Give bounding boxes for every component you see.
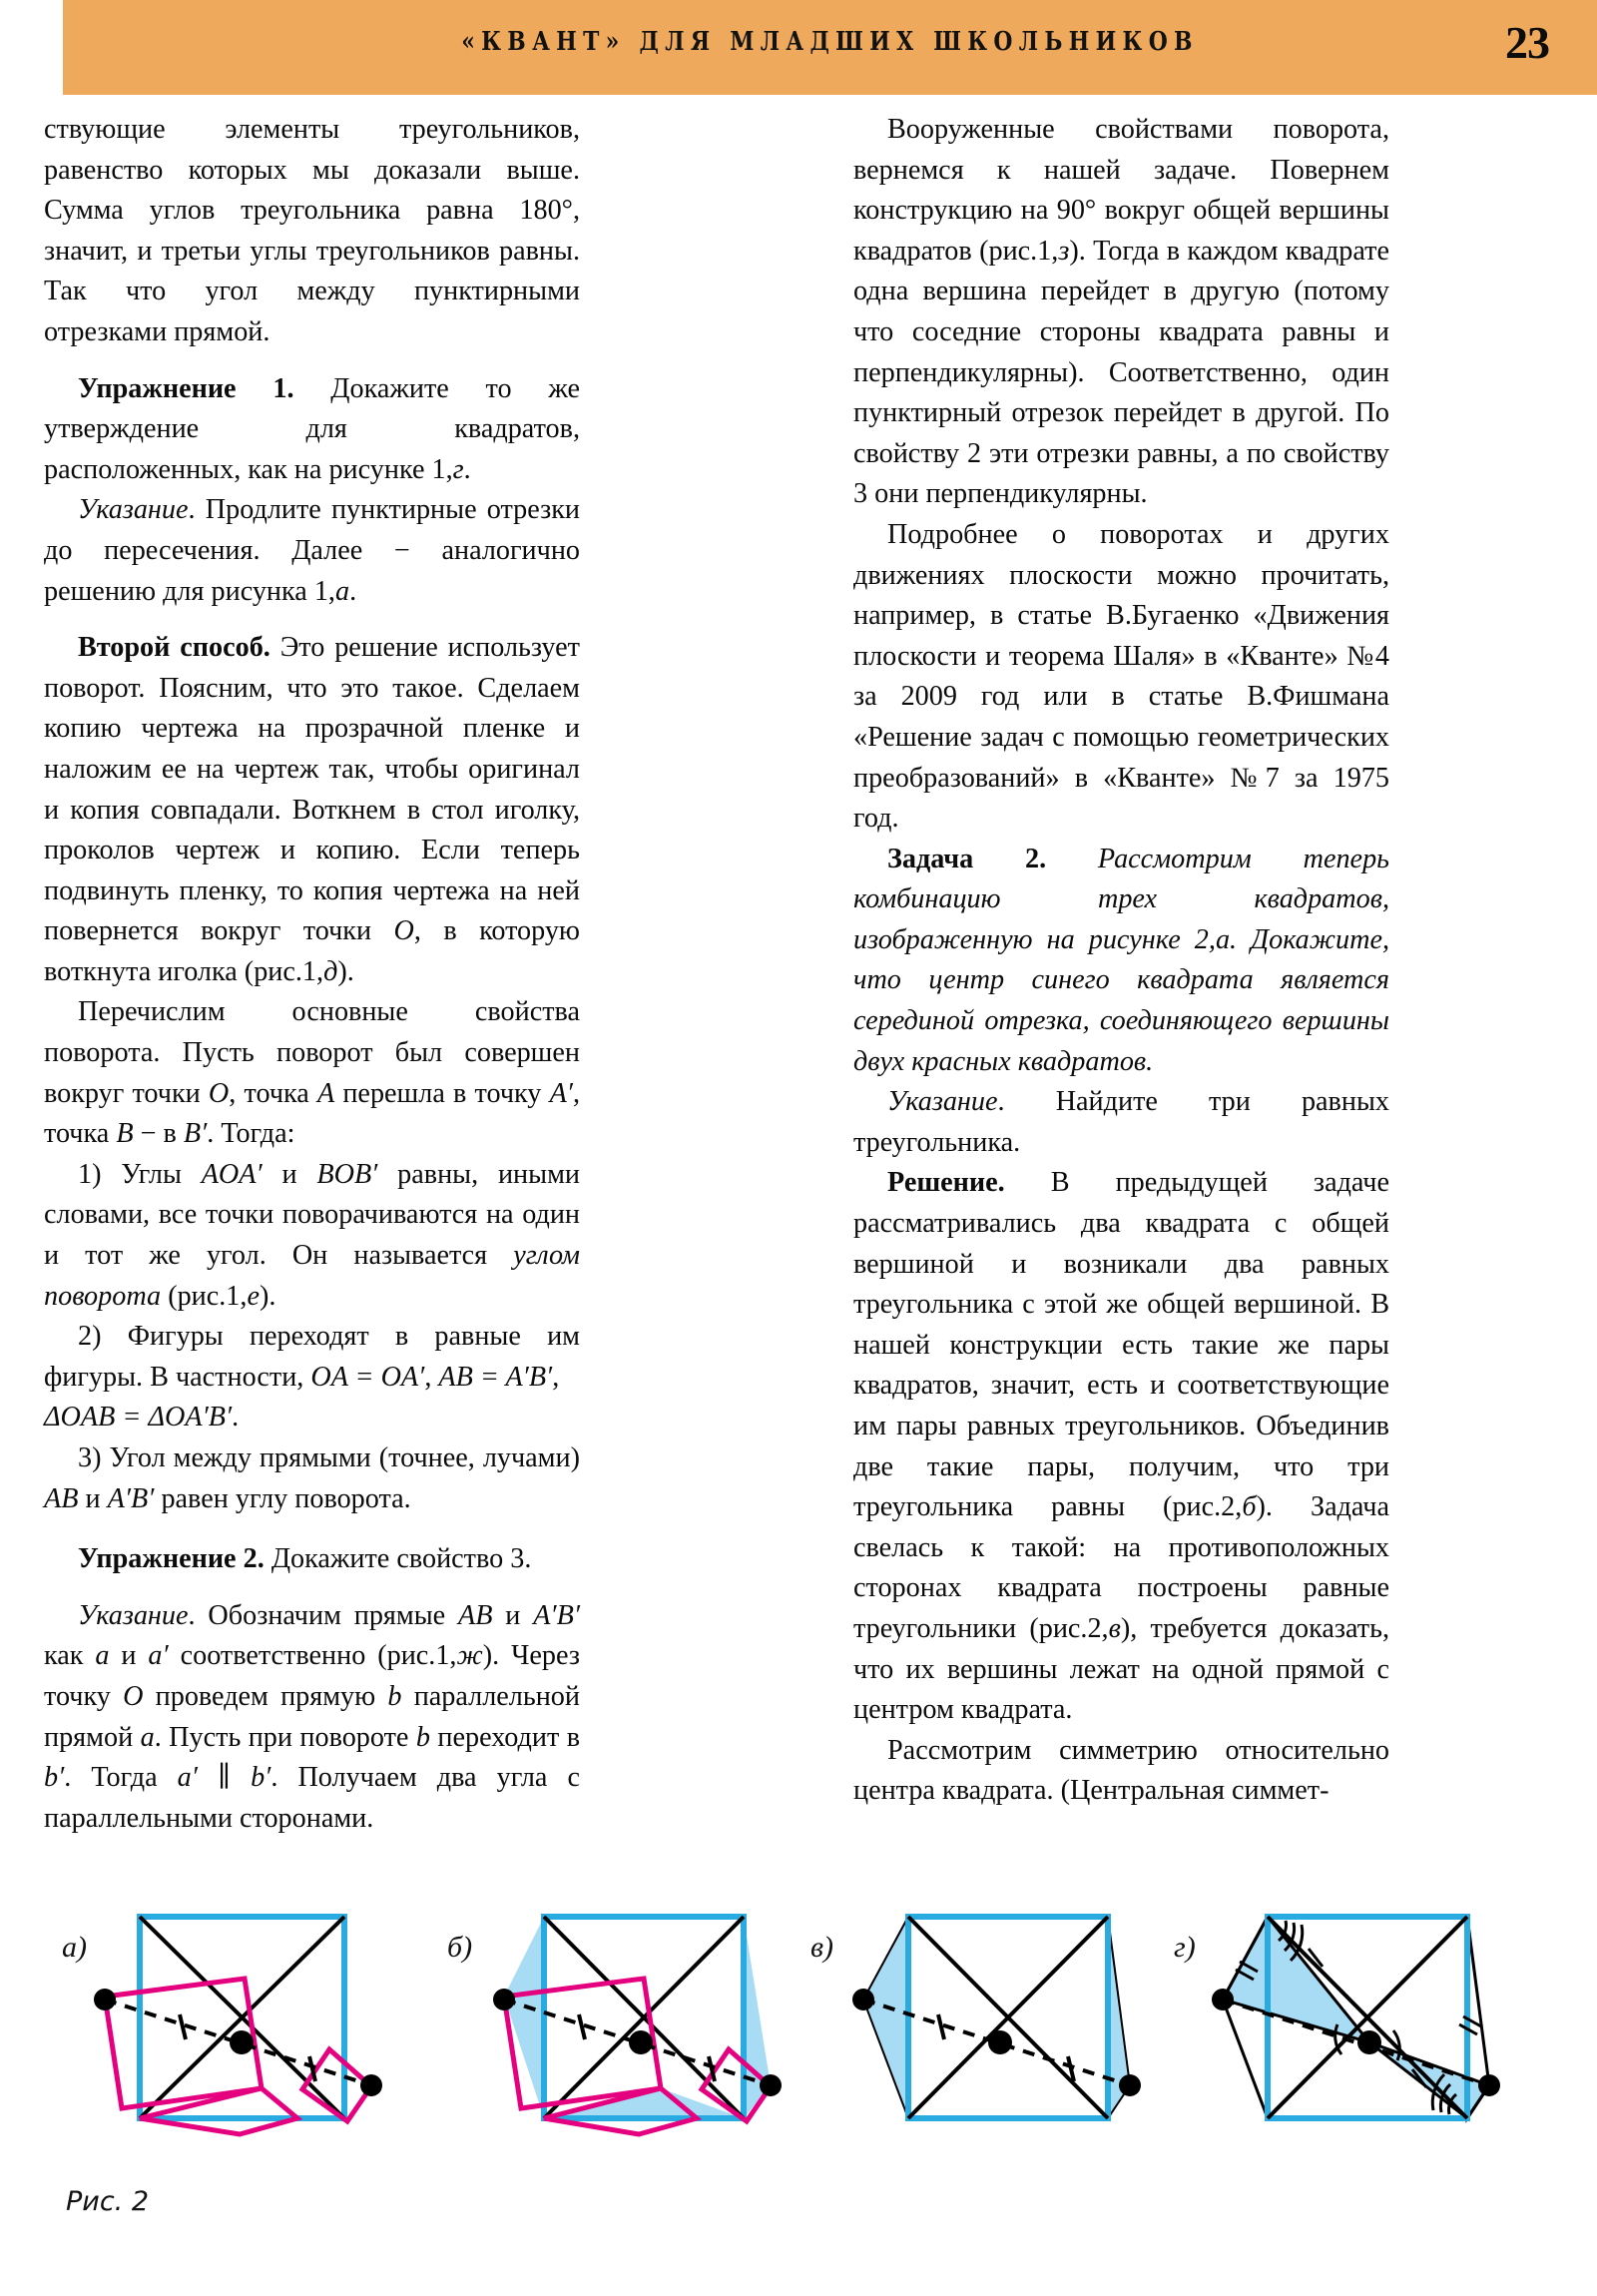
property-1-term: углом поворота [44,1240,580,1312]
hint-2-text-1: . Обозначим прямые [188,1599,459,1631]
header-inner [63,0,1597,95]
paragraph-text: ствующие элементы треугольников, равенство которых мы доказали выше. Сумма углов треугольника равна 180°, значит, и третьи углы треугольников равны. Так что угол между пунктирными отрезками прямой. [44,114,580,347]
hint-2-label: Указание [78,1599,189,1631]
math-h2-parallel: a′ ∥ b′ [177,1762,271,1794]
math-O: O [208,1077,230,1109]
math-A: A [316,1077,335,1109]
panel-d-vertex-right [1478,2074,1500,2096]
hint-2-text-5: соответственно (рис.1, [168,1640,457,1672]
solution-continued [853,1731,1389,1812]
figure-2 [0,1897,1597,2296]
property-2 [44,1317,580,1438]
property-1-number: 1) [78,1158,102,1190]
figure-panel-b [447,1917,782,2134]
page-title: «КВАНТ» ДЛЯ МЛАДШИХ ШКОЛЬНИКОВ [461,27,1199,57]
paragraph-continuation [44,110,580,353]
exercise-1 [44,369,580,491]
solution [853,1163,1389,1730]
task-2 [853,840,1389,1083]
solution-figref-2: в [1108,1612,1121,1644]
exercise-1-tail: . [463,453,471,485]
math-triangle-eq: ΔOAB = ΔOA′B′ [44,1402,233,1434]
panel-b-fill-left [504,1917,544,2118]
second-method-label: Второй способ. [78,632,270,664]
hint-2-text-11: . Тогда [64,1762,178,1794]
right-column [853,110,1389,1812]
task-2-hint [853,1082,1389,1163]
math-angle-AOA: AOA′ [201,1158,263,1190]
solution-label: Решение. [887,1167,1005,1199]
hint-1-text: . Продлите пунктирные отрезки до пересечения. Далее − аналогично решению для рисунка 1, [44,494,580,607]
hint-1-label: Указание [78,494,189,526]
panel-d-letter: г) [1174,1931,1196,1964]
figure-panel-a [62,1917,382,2134]
panel-b-vertex-left [493,1989,515,2010]
math-B: B [116,1118,134,1150]
page-header-band [63,0,1597,95]
hint-1-figref: а [334,575,350,607]
task-2-hint-text: . Найдите три равных треугольника. [853,1086,1389,1158]
second-method [44,628,580,992]
panel-c-vertex-right [1119,2074,1141,2096]
panel-b-center-point [629,2030,653,2054]
right-p1-text-2: ). Тогда в каждом квадрате одна вершина перейдет в другую (потому что соседние стороны квадрата равны и перпендикулярны). Соответственно, один пунктирный отрезок перейдет в другой. По свойству 2 эти отрезки равны, а по свойству 3 они перпендикулярны. [853,235,1389,510]
properties-intro-5: − в [133,1118,184,1150]
solution-text-2: ). Задача свелась к такой: на противоположных сторонах квадрата построены равные треугольники (рис.2, [853,1491,1389,1644]
figure-2-svg [0,1897,1597,2296]
math-h2-ABprime: A′B′ [533,1599,580,1631]
panel-d-center-point [1357,2030,1381,2054]
task-2-figref: а [1215,923,1231,955]
property-3 [44,1438,580,1519]
article-body [0,110,1597,1897]
hint-2-text-2: и [492,1599,534,1631]
hint-2-text-10: переходит в [429,1721,581,1753]
hint-1-tail: . [349,575,357,607]
second-method-text-2: , в которую воткнута иголка (рис.1, [44,915,580,987]
panel-c-vertex-left [852,1989,874,2010]
properties-intro-4: , точка [44,1077,580,1150]
math-h2-O: O [123,1680,144,1712]
panel-a-center-point [230,2030,254,2054]
math-B-prime: B′ [183,1118,208,1150]
second-method-figref: д [323,955,338,987]
exercise-2-label: Упражнение 2. [78,1543,265,1575]
properties-intro-1: Перечислим основные свойства поворота. Пусть поворот был совершен вокруг точки [44,996,580,1109]
hint-1 [44,490,580,612]
math-h2-a2: a [140,1721,155,1753]
task-2-text-1: Рассмотрим теперь комбинацию трех квадратов, изображенную на рисунке 2, [853,843,1389,955]
exercise-1-label: Упражнение 1. [78,372,294,404]
point-O: O [393,915,414,947]
panel-c-center-point [988,2030,1012,2054]
solution-text-4: Рассмотрим симметрию относительно центра квадрата. (Центральная симмет- [853,1734,1389,1807]
page-number: 23 [1505,17,1549,68]
panel-c-letter: в) [810,1931,834,1964]
math-h2-b: b [387,1680,402,1712]
math-AB-eq: AB = A′B′ [438,1361,553,1393]
second-method-text: Это решение использует поворот. Поясним, что это такое. Сделаем копию чертежа на прозрачной пленке и наложим ее на чертеж так, чтобы оригинал и копия совпадали. Воткнем в стол иголку, проколов чертеж и копию. Если теперь подвинуть пленку, то копия чертежа на ней повернется вокруг точки [44,632,580,947]
math-angle-BOB: BOB′ [316,1158,378,1190]
solution-text-1: В предыдущей задаче рассматривались два квадрата с общей вершиной и возникали два равных треугольника с этой же общей вершиной. В нашей конструкции есть такие же пары квадратов, значит, есть и соответствующие им пары равных треугольников. Объединив две такие пары, получим, что три треугольника равны (рис.2, [853,1167,1389,1523]
property-2-text-4: . [232,1402,240,1434]
properties-intro [44,992,580,1154]
panel-b-vertex-right [760,2074,782,2096]
exercise-2 [44,1539,580,1580]
property-3-text-2: и [78,1482,108,1514]
property-1-text-1: Углы [101,1158,202,1190]
panel-b-letter: б) [447,1931,473,1964]
property-3-text-1: Угол между прямыми (точнее, лучами) [101,1442,580,1473]
solution-figref-1: б [1242,1491,1257,1523]
property-2-text-3: , [552,1361,560,1393]
solution-text-3: ), требуется доказать, что их вершины лежат на одной прямой с центром квадрата. [853,1612,1389,1726]
property-1-text-2: и [262,1158,317,1190]
property-1-text-3: равны, иными словами, все точки поворачиваются на один и тот же угол. Он называется [44,1158,580,1272]
right-p1-figref: з [1058,235,1070,267]
right-paragraph-2 [853,515,1389,840]
math-h2-bprime: b′ [44,1762,65,1794]
hint-2 [44,1596,580,1840]
task-2-label: Задача 2. [887,843,1047,874]
figure-panel-c [810,1917,1141,2118]
hint-2-text-12: . Получаем два угла с параллельными сторонами. [44,1762,581,1834]
math-h2-aprime: a′ [148,1640,169,1672]
right-p1-text-1: Вооруженные свойствами поворота, вернемся к нашей задаче. Повернем конструкцию на 90° вокруг общей вершины квадратов (рис.1, [853,114,1389,267]
properties-intro-6: . Тогда: [207,1118,295,1150]
math-h2-AB: AB [458,1599,493,1631]
property-1-figref: е [247,1280,260,1312]
property-3-number: 3) [78,1442,102,1473]
panel-a-vertex-left [94,1989,116,2010]
properties-intro-2: , точка [229,1077,317,1109]
panel-d-vertex-left [1212,1989,1234,2010]
hint-2-text-3: как [44,1640,96,1672]
properties-intro-3: перешла в точку [334,1077,550,1109]
exercise-2-text: Докажите свойство 3. [264,1543,532,1575]
figure-panel-d [1174,1917,1500,2118]
task-2-text-2: . Докажите, что центр синего квадрата является серединой отрезка, соединяющего вершины двух красных квадратов. [853,923,1389,1077]
hint-2-text-4: и [109,1640,149,1672]
panel-c-fill-left [863,1917,908,2118]
property-2-text-2: , [424,1361,439,1393]
hint-2-text-9: . Пусть при повороте [154,1721,416,1753]
task-2-hint-label: Указание [887,1086,998,1118]
property-1-text-5: ). [259,1280,276,1312]
property-1 [44,1155,580,1317]
math-h2-a: a [95,1640,110,1672]
property-3-text-3: равен углу поворота. [154,1482,411,1514]
hint-2-text-6: ). Через точку [44,1640,580,1712]
figure-caption: Рис. 2 [66,2186,150,2217]
hint-2-text-7: проведем прямую [143,1680,388,1712]
math-line-AB: AB [44,1482,79,1514]
property-2-number: 2) [78,1321,102,1353]
math-h2-b2: b [415,1721,430,1753]
hint-2-figref: ж [456,1640,483,1672]
math-A-prime: A′ [549,1077,573,1109]
panel-d-fill-triangle-upper [1223,1917,1369,2042]
panel-a-letter: а) [62,1931,87,1964]
property-1-text-4: (рис.1, [161,1280,248,1312]
right-p2-text: Подробнее о поворотах и других движениях плоскости можно прочитать, например, в статье В.Бугаенко «Движения плоскости и теорема Шаля» в «Кванте» №4 за 2009 год или в статье В.Фишмана «Решение задач с помощью геометрических преобразований» в «Кванте» №7 за 1975 год. [853,518,1389,835]
math-line-ABprime: A′B′ [107,1482,155,1514]
panel-d-dashed-segment [1223,2000,1489,2085]
hint-2-text-8: параллельной прямой [44,1680,580,1753]
math-OA-eq: OA = OA′ [310,1361,425,1393]
exercise-1-figref: г [452,453,464,485]
left-column [44,110,580,1839]
exercise-1-text: Докажите то же утверждение для квадратов, расположенных, как на рисунке 1, [44,372,580,485]
panel-a-vertex-right [360,2074,382,2096]
property-2-text-1: Фигуры переходят в равные им фигуры. В частности, [44,1321,580,1393]
right-paragraph-1 [853,110,1389,515]
second-method-tail: ). [337,955,354,987]
